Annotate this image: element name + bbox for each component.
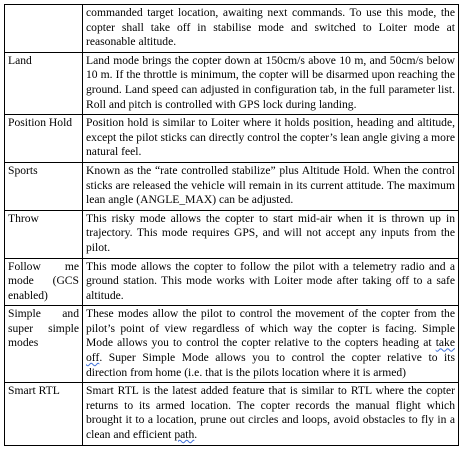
description-text: Smart RTL is the latest added feature that is similar to RTL where the copter returns to its armed location. The copter records the manual flight which brought it to a location, prune out circles and loops, avoid obstacles to fly in a clean and efficient: [86, 384, 455, 442]
description-text: .: [194, 428, 198, 442]
table-row: [5, 210, 459, 258]
mode-name-cell: Smart RTL: [5, 383, 83, 445]
mode-name-cell: Sports: [5, 162, 83, 210]
table-row: [5, 52, 459, 114]
table-row: [5, 383, 459, 445]
mode-description-cell: Land mode brings the copter down at 150cm/s above 10 m, and 50cm/s below 10 m. If the throttle is minimum, the copter will be disarmed upon reaching the ground. Land speed can adjusted in configuration tab, in the full parameter list. Roll and pitch is controlled with GPS lock during landing.: [83, 52, 459, 114]
mode-description-cell: commanded target location, awaiting next commands. To use this mode, the copter shall take off in stabilise mode and switched to Loiter mode at reasonable altitude.: [83, 5, 459, 53]
mode-name-cell: Land: [5, 52, 83, 114]
mode-name-cell: [5, 5, 83, 53]
table-row: [5, 5, 459, 53]
mode-description-cell: Position hold is similar to Loiter where it holds position, heading and altitude, except the pilot sticks can directly control the copter’s lean angle giving a more natural feel.: [83, 115, 459, 163]
mode-name-cell: Throw: [5, 210, 83, 258]
mode-description-cell: Known as the “rate controlled stabilize” plus Altitude Hold. When the control sticks are released the vehicle will remain in its current attitude. The maximum lean angle (ANGLE_MAX) can be adjusted.: [83, 162, 459, 210]
mode-description-cell: [83, 383, 459, 445]
description-text: . Super Simple Mode allows you to control the copter relative to its direction from home (i.e. that is the pilots location where it is armed): [86, 351, 455, 379]
mode-description-cell: [83, 306, 459, 383]
mode-description-cell: This mode allows the copter to follow the pilot with a telemetry radio and a ground station. This mode works with Loiter mode after taking off to a safe altitude.: [83, 258, 459, 306]
table-row: [5, 306, 459, 383]
flight-modes-table: [4, 4, 459, 446]
table-row: [5, 162, 459, 210]
mode-description-cell: This risky mode allows the copter to start mid-air when it is thrown up in trajectory. This mode requires GPS, and will not accept any inputs from the pilot.: [83, 210, 459, 258]
mode-name-cell: Simple and super simple modes: [5, 306, 83, 383]
table-row: [5, 258, 459, 306]
mode-name-cell: Follow me mode (GCS enabled): [5, 258, 83, 306]
mode-name-cell: Position Hold: [5, 115, 83, 163]
table-row: [5, 115, 459, 163]
spellcheck-marked-text: path: [174, 428, 195, 442]
description-text: These modes allow the pilot to control the movement of the copter from the pilot’s point of view regardless of which way the copter is facing. Simple Mode allows you to control the copter relative to the copters heading at: [86, 307, 455, 350]
spellcheck-marked-text: take off: [86, 336, 455, 365]
